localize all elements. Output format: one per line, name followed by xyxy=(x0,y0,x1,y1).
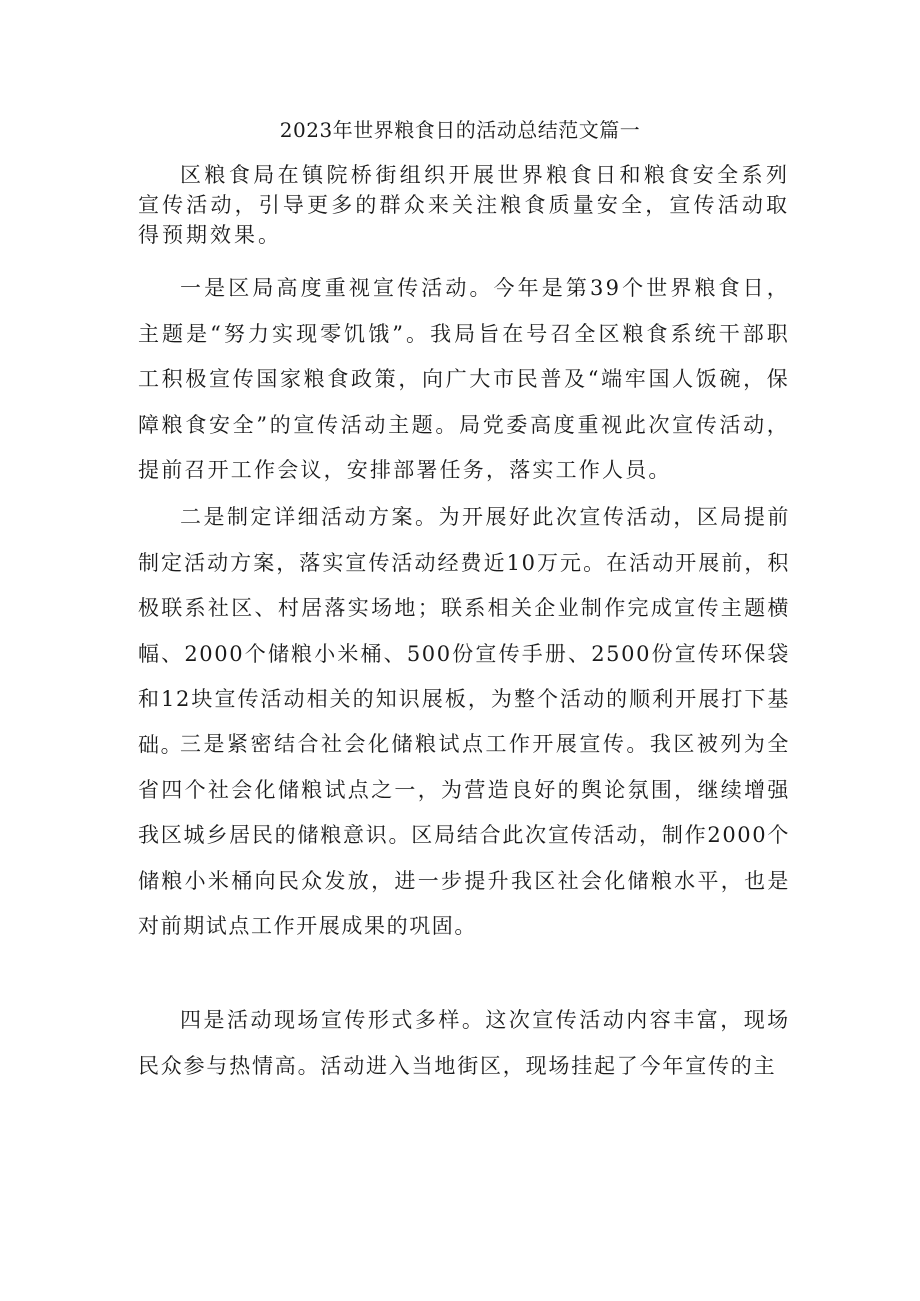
paragraph-point-two: 二是制定详细活动方案。为开展好此次宣传活动，区局提前制定活动方案，落实宣传活动经费近10万元。在活动开展前，积极联系社区、村居落实场地；联系相关企业制作完成宣传主题横幅、2000个储粮小米桶、500份宣传手册、2500份宣传环保袋和12块宣传活动相关的知识展板，为整个活动的顺利开展打下基础。 xyxy=(138,505,790,757)
paragraph-point-three: 三是紧密结合社会化储粮试点工作开展宣传。我区被列为全省四个社会化储粮试点之一，为营造良好的舆论氛围，继续增强我区城乡居民的储粮意识。区局结合此次宣传活动，制作2000个储粮小米桶向民众发放，进一步提升我区社会化储粮水平，也是对前期试点工作开展成果的巩固。 xyxy=(138,732,790,938)
paragraph-intro: 区粮食局在镇院桥街组织开展世界粮食日和粮食安全系列宣传活动，引导更多的群众来关注粮食质量安全，宣传活动取得预期效果。 xyxy=(138,163,790,247)
paragraph-point-four: 四是活动现场宣传形式多样。这次宣传活动内容丰富，现场民众参与热情高。活动进入当地街区，现场挂起了今年宣传的主 xyxy=(138,1008,790,1078)
document-title: 2023年世界粮食日的活动总结范文篇一 xyxy=(279,118,641,142)
paragraph-point-one: 一是区局高度重视宣传活动。今年是第39个世界粮食日，主题是“努力实现零饥饿”。我局旨在号召全区粮食系统干部职工积极宣传国家粮食政策，向广大市民普及“端牢国人饭碗，保障粮食安全”的宣传活动主题。局党委高度重视此次宣传活动，提前召开工作会议，安排部署任务，落实工作人员。 xyxy=(138,276,790,482)
